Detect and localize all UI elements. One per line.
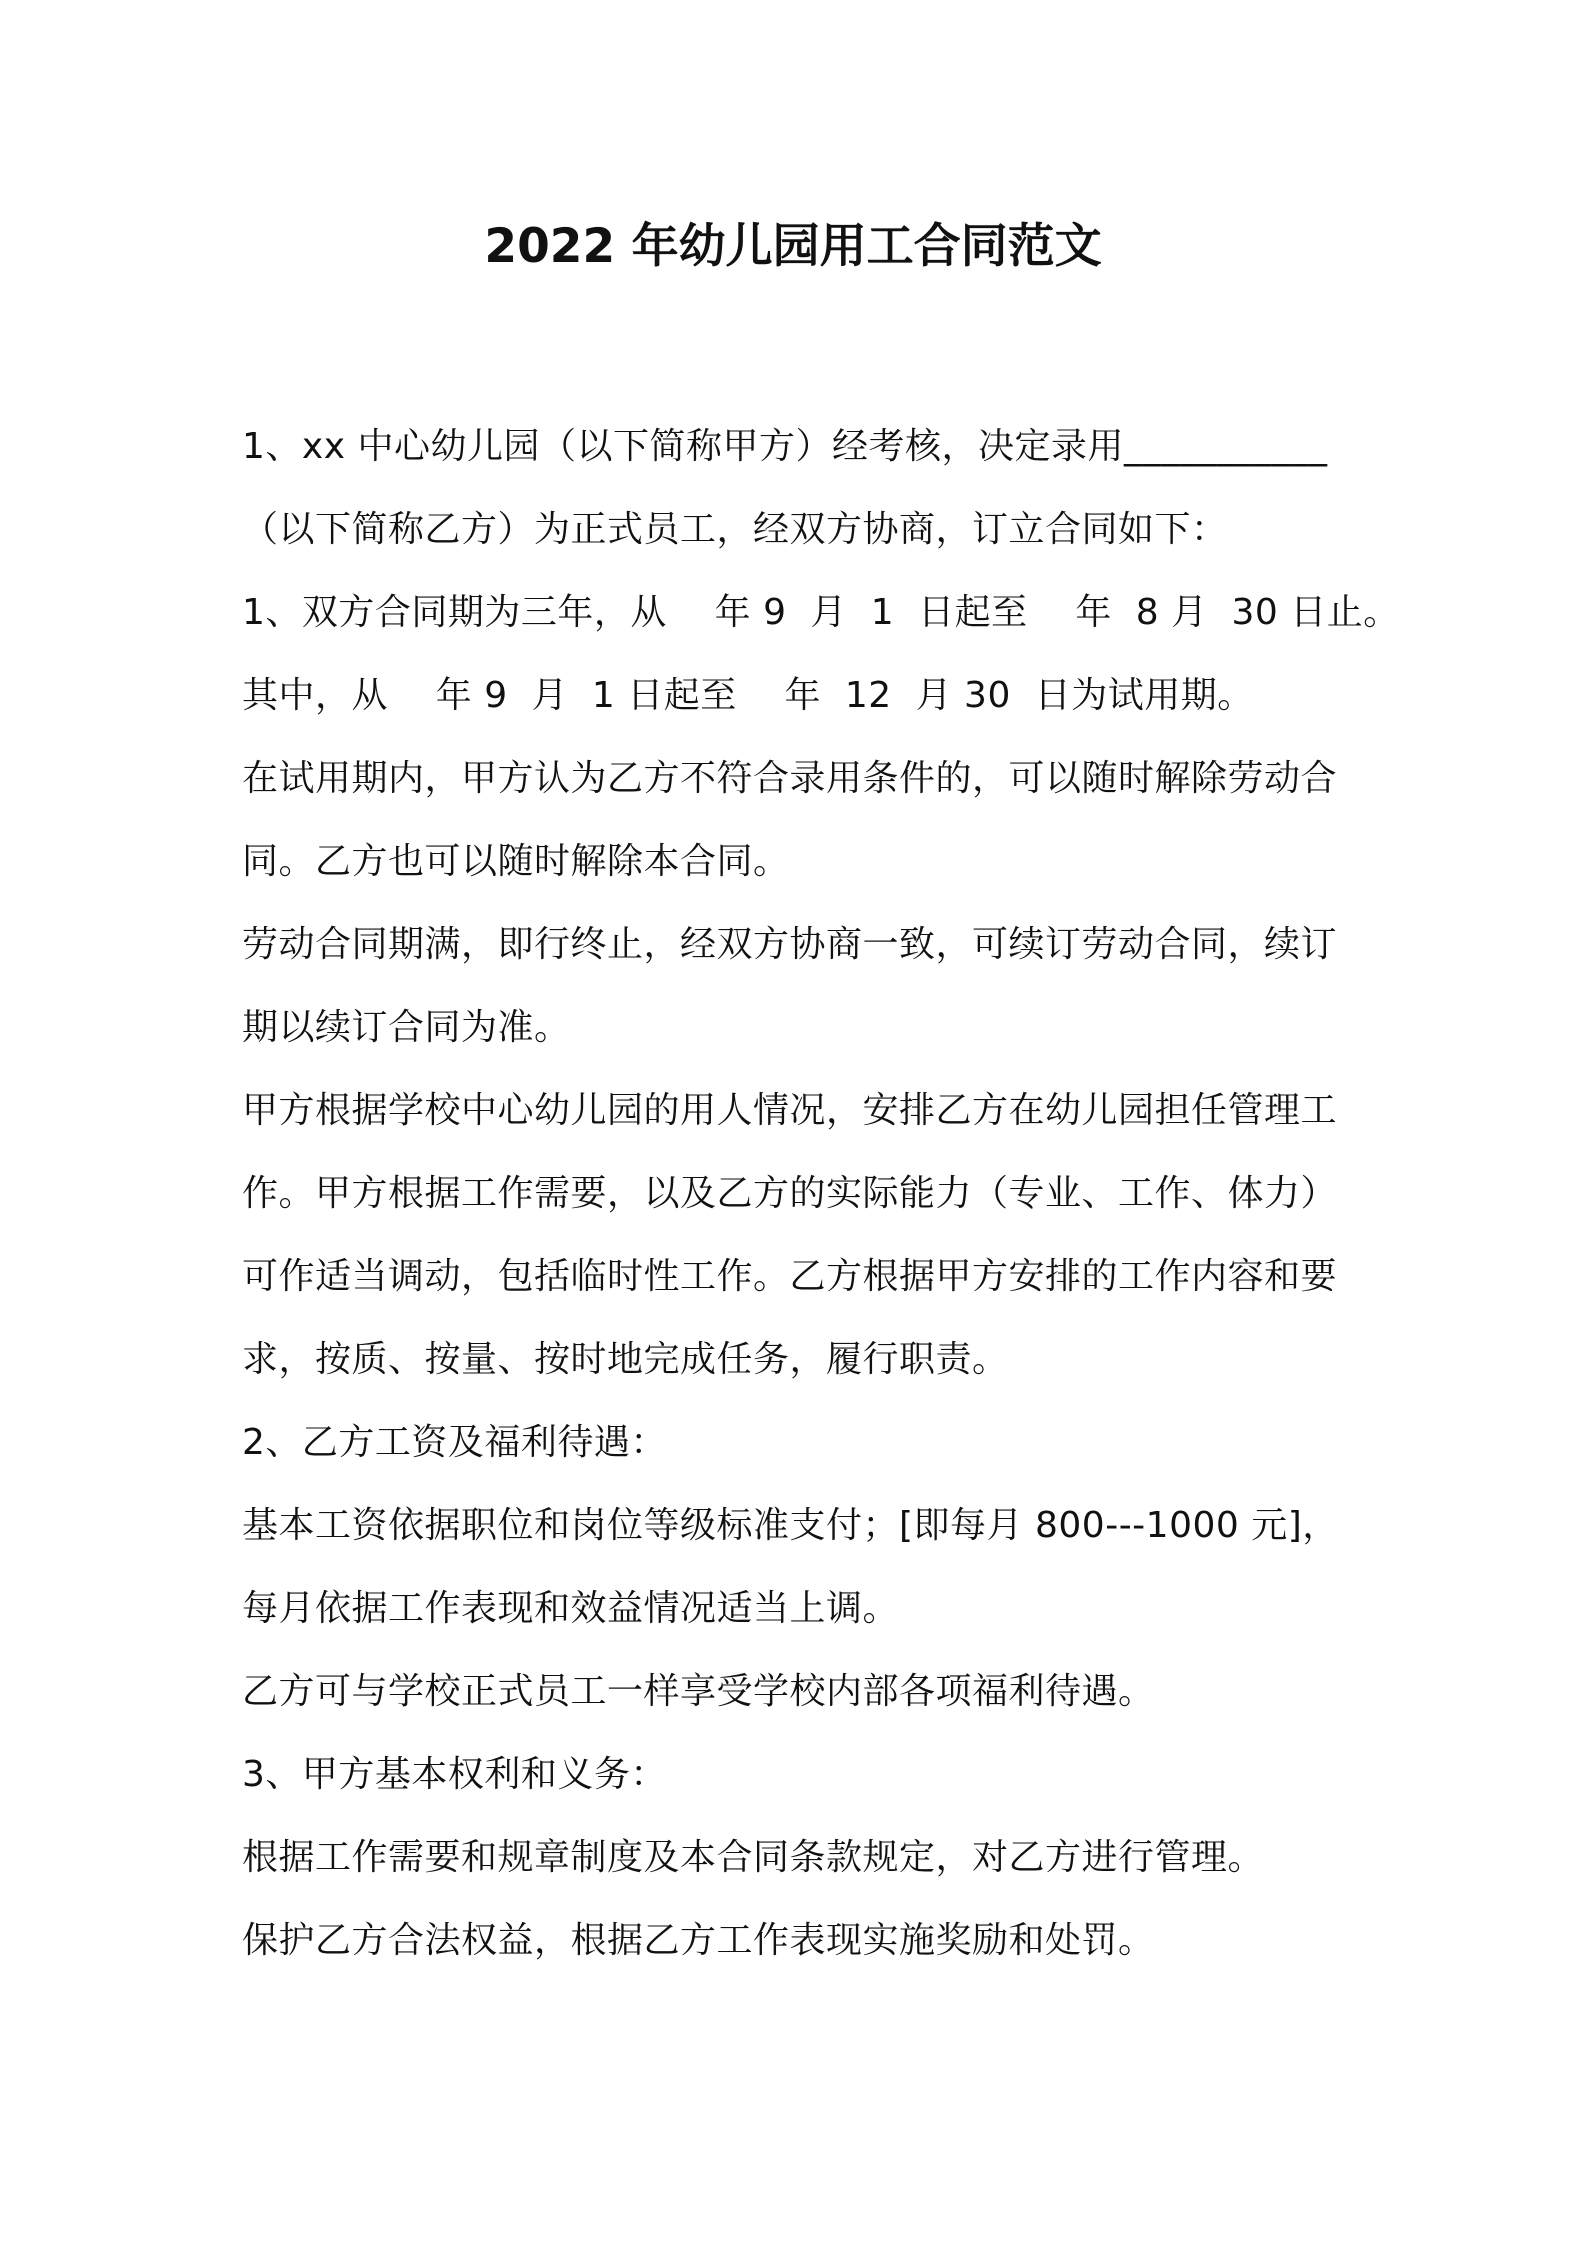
- body-line: 甲方根据学校中心幼儿园的用人情况，安排乙方在幼儿园担任管理工: [242, 1090, 1338, 1131]
- body-line: 作。甲方根据工作需要，以及乙方的实际能力（专业、工作、体力）: [242, 1173, 1338, 1214]
- body-line: 1、双方合同期为三年，从 年 9 月 1 日起至 年 8 月 30 日止。: [242, 592, 1400, 633]
- body-line: 根据工作需要和规章制度及本合同条款规定，对乙方进行管理。: [242, 1837, 1265, 1878]
- section-heading: 2、乙方工资及福利待遇：: [242, 1422, 667, 1463]
- body-line: 基本工资依据职位和岗位等级标准支付；[即每月 800---1000 元]，: [242, 1505, 1339, 1546]
- body-line: 其中，从 年 9 月 1 日起至 年 12 月 30 日为试用期。: [242, 675, 1254, 716]
- body-line: 劳动合同期满，即行终止，经双方协商一致，可续订劳动合同，续订: [242, 924, 1338, 965]
- document-body: [242, 405, 1400, 1982]
- body-line: （以下简称乙方）为正式员工，经双方协商，订立合同如下：: [242, 509, 1228, 550]
- body-line: 可作适当调动，包括临时性工作。乙方根据甲方安排的工作内容和要: [242, 1256, 1338, 1297]
- body-line: 乙方可与学校正式员工一样享受学校内部各项福利待遇。: [242, 1671, 1155, 1712]
- body-line: 每月依据工作表现和效益情况适当上调。: [242, 1588, 900, 1629]
- section-heading: 3、甲方基本权利和义务：: [242, 1754, 667, 1795]
- body-line: 保护乙方合法权益，根据乙方工作表现实施奖励和处罚。: [242, 1920, 1155, 1961]
- body-line: 期以续订合同为准。: [242, 1007, 571, 1048]
- body-line: 在试用期内，甲方认为乙方不符合录用条件的，可以随时解除劳动合: [242, 758, 1338, 799]
- body-line: 1、xx 中心幼儿园（以下简称甲方）经考核，决定录用___________: [242, 426, 1328, 467]
- body-line: 同。乙方也可以随时解除本合同。: [242, 841, 790, 882]
- document-title: 2022 年幼儿园用工合同范文: [484, 219, 1102, 274]
- body-line: 求，按质、按量、按时地完成任务，履行职责。: [242, 1339, 1009, 1380]
